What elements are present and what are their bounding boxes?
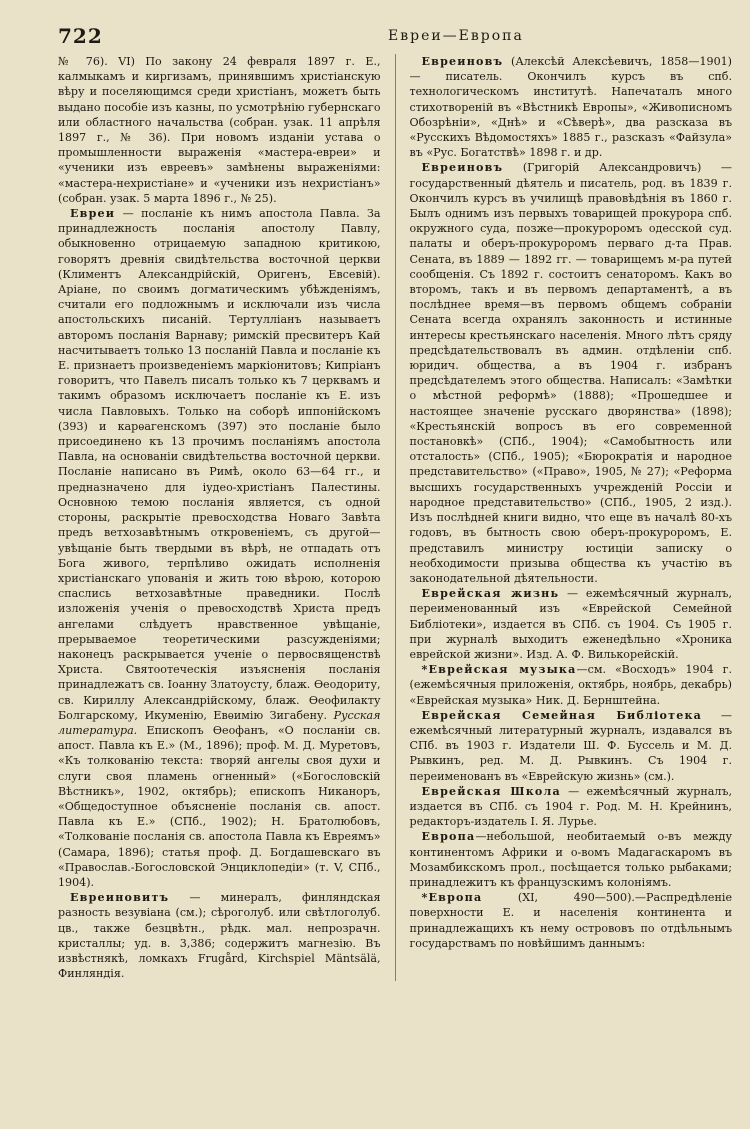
entry-text: — ежемѣсячный литературный журналъ, издавался въ СПб. въ 1903 г. Издатели Ш. Ф. Буссель и М. Д. Рывкинъ, ред. М. Д. Рывкинъ. Съ 1904 г. переименованъ въ «Еврейскую жизнь» (см.). bbox=[409, 708, 733, 783]
headword: Еврейская Семейная Библіотека bbox=[421, 708, 703, 722]
entry-text: —см. «Восходъ» 1904 г. (ежемѣсячныя приложенія, октябрь, ноябрь, декабрь) «Еврейская музыка» Ник. Д. Бернштейна. bbox=[409, 663, 733, 707]
headword: Евреиновъ bbox=[421, 161, 504, 175]
entry-evreinov-grigorii bbox=[410, 160, 733, 586]
literature-label: Русская литература. bbox=[58, 708, 381, 737]
entry-evrei bbox=[58, 206, 381, 890]
text-columns bbox=[58, 54, 732, 981]
entry-evropa-island bbox=[410, 829, 733, 890]
headword: Евреи bbox=[70, 207, 116, 221]
entry-evreiskaya-biblioteka bbox=[410, 708, 733, 784]
literature-text: Епископъ Ѳеофанъ, «О посланіи св. апост. Павла къ Е.» (М., 1896); проф. М. Д. Муретовъ, «Къ толкованію текста: творяй ангелы своя духи и слуги своя пламень огненный» («Богословскій Вѣстникъ», 1902, октябрь); епископъ Никаноръ, «Общедоступное объясненіе посланія св. апост. Павла къ Е.» (СПб., 1902); Н. Братолюбовъ, «Толкованіе посланія св. апостола Павла къ Евреямъ» (Самара, 1896); статья проф. Д. Богдашевскаго въ «Православ.-Богословской Энциклопедіи» (т. V, СПб., 1904). bbox=[58, 723, 381, 889]
running-head: Евреи—Европа bbox=[388, 28, 524, 44]
entry-text: —небольшой, необитаемый о-въ между континентомъ Африки и о-вомъ Мадагаскаромъ въ Мозамбикскомъ прол., посѣщается только рыбаками; принадлежитъ къ французскимъ колоніямъ. bbox=[409, 830, 733, 889]
entry-evreiskaya-muzyka bbox=[410, 662, 733, 708]
entry-text: (Алексѣй Алексѣевичъ, 1858—1901) — писатель. Окончилъ курсъ въ спб. технологическомъ институтѣ. Напечаталъ много стихотвореній въ «Вѣстникѣ Европы», «Живописномъ Обозрѣніи», «Днѣ» и «Сѣверѣ», два разсказа въ «Русскихъ Вѣдомостяхъ» 1885 г., разсказъ «Файзула» въ «Рус. Богатствѣ» 1898 г. и др. bbox=[409, 55, 733, 160]
entry-text: — ежемѣсячный журналъ, издается въ СПб. съ 1904 г. Род. М. Н. Крейнинъ, редакторъ-издатель І. Я. Лурье. bbox=[409, 784, 733, 829]
entry-text: — минералъ, финляндская разность везувіана (см.); сѣроголуб. или свѣтлоголуб. цв., также безцвѣтн., рѣдк. мал. непрозрачн. кристаллы; уд. в. 3,386; содержитъ магнезію. Въ извѣстнякѣ, ломкахъ Frugård, Kirchspiel Mäntsälä, Финляндія. bbox=[58, 891, 381, 981]
headword: *Европа bbox=[421, 891, 483, 905]
entry-evreiskaya-zhizn bbox=[410, 586, 733, 662]
headword: Евреиновъ bbox=[421, 55, 504, 68]
headword: Еврейская жизнь bbox=[421, 587, 560, 601]
left-column bbox=[58, 54, 381, 981]
entry-evreinovit bbox=[58, 890, 381, 981]
headword: Евреиновитъ bbox=[70, 891, 170, 905]
column-rule bbox=[395, 54, 396, 981]
page-header bbox=[58, 18, 732, 54]
right-column bbox=[410, 54, 733, 981]
entry-evreiskaya-shkola bbox=[410, 784, 733, 830]
entry-evreinov-aleksei bbox=[410, 54, 733, 160]
entry-text: (Григорій Александровичъ) — государственный дѣятель и писатель, род. въ 1839 г. Окончилъ курсъ въ училищѣ правовѣдѣнія въ 1860 г. Былъ однимъ изъ первыхъ товарищей прокурора спб. окружного суда, позже—прокуроромъ одесской суд. палаты и оберъ-прокуроромъ перваго д-та Прав. Сената, въ 1889 — 1892 гг. — товарищемъ м-ра путей сообщенія. Съ 1892 г. состоитъ сенаторомъ. Какъ во второмъ, такъ и въ первомъ департаментѣ, а въ послѣднее время—въ первомъ общемъ собраніи Сената всегда охранялъ законность и истинные интересы крестьянскаго населенія. Много лѣтъ сряду предсѣдательствовалъ въ админ. отдѣленіи спб. юридич. общества, а въ 1904 г. избранъ предсѣдателемъ этого общества. Написалъ: «Замѣтки о мѣстной реформѣ» (1888); «Прошедшее и настоящее значеніе русскаго дворянства» (1898); «Крестьянскій вопросъ въ его современной постановкѣ» (СПб., 1904); «Самобытность или отсталость» (СПб., 1905); «Бюрократія и народное представительство» («Право», 1905, № 27); «Реформа высшихъ государственныхъ учрежденій Россіи и народное представительство» (СПб., 1905, 2 изд.). Изъ послѣдней книги видно, что еще въ началѣ 80-хъ годовъ, въ бытность свою оберъ-прокуроромъ, Е. представилъ министру юстиціи записку о необходимости призыва общества къ участію въ законодательной дѣятельности. bbox=[409, 161, 733, 585]
entry-text: № 76). VI) По закону 24 февраля 1897 г. Е., калмыкамъ и киргизамъ, принявшимъ христіанскую вѣру и поселяющимся среди христіанъ, можетъ быть выдано пособіе изъ казны, по усмотрѣнію губернскаго или областного начальства (собран. узак. 11 апрѣля 1897 г., № 36). При новомъ изданіи устава о промышленности выраженія «мастера-евреи» и «ученики изъ евреевъ» замѣнены выраженіями: «мастера-нехристіане» и «ученики изъ нехристіанъ» (собран. узак. 5 марта 1896 г., № 25). bbox=[58, 55, 381, 205]
entry-continuation bbox=[58, 54, 381, 206]
entry-text: — посланіе къ нимъ апостола Павла. За принадлежность посланія апостолу Павлу, обыкновенно отрицаемую западною критикою, говорятъ древнія свидѣтельства восточной церкви (Климентъ Александрійскій, Оригенъ, Евсевій). Аріане, по своимъ догматическимъ убѣжденіямъ, считали его подложнымъ и исключали изъ числа апостольскихъ писаній. Тертулліанъ называетъ авторомъ посланія Варнаву; римскій пресвитеръ Кай насчитываетъ только 13 посланій Павла и посланіе къ Е. признаетъ произведеніемъ маркіонитовъ; Кипріанъ говоритъ, что Павелъ писалъ только къ 7 церквамъ и такимъ образомъ исключаетъ посланіе къ Е. изъ числа Павловыхъ. Только на соборѣ иппонійскомъ (393) и карѳагенскомъ (397) это посланіе было присоединено къ 13 прочимъ посланіямъ апостола Павла, на основаніи свидѣтельства восточной церкви. Посланіе написано въ Римѣ, около 63—64 гг., и предназначено для іудео-христіанъ Палестины. Основною темою посланія является, съ одной стороны, раскрытіе превосходства Новаго Завѣта предъ ветхозавѣтнымъ откровеніемъ, съ другой— увѣщаніе быть твердыми въ вѣрѣ, не отпадать отъ Бога живого, терпѣливо ожидать исполненія христіанскаго упованія и жить тою вѣрою, которою спаслись ветхозавѣтные праведники. Послѣ изложенія ученія о превосходствѣ Христа предъ ангелами слѣдуетъ нравственное увѣщаніе, прерываемое теоретическими разсужденіями; наконецъ раскрывается ученіе о первосвященствѣ Христа. Святоотеческія изъясненія посланія принадлежатъ св. Іоанну Златоусту, блаж. Ѳеодориту, св. Кириллу Александрійскому, блаж. Ѳеофилакту Болгарскому, Икуменію, Евѳимію Зигабену. bbox=[58, 207, 381, 722]
headword: Европа bbox=[421, 830, 476, 844]
headword: *Еврейская музыка bbox=[421, 663, 577, 677]
entry-text: (XI, 490—500).—Распредѣленіе поверхности Е. и населенія континента и принадлежащихъ къ нему острововъ по отдѣльнымъ государствамъ по новѣйшимъ даннымъ: bbox=[409, 891, 733, 950]
entry-evropa bbox=[410, 890, 733, 951]
page-number: 722 bbox=[58, 24, 103, 48]
entry-text: — ежемѣсячный журналъ, переименованный изъ «Еврейской Семейной Библіотеки», издается въ СПб. съ 1904. Съ 1905 г. при журналѣ выходитъ еженедѣльно «Хроника еврейской жизни». Изд. А. Ф. Вилькорейскій. bbox=[409, 587, 733, 661]
headword: Еврейская Школа bbox=[421, 784, 561, 798]
